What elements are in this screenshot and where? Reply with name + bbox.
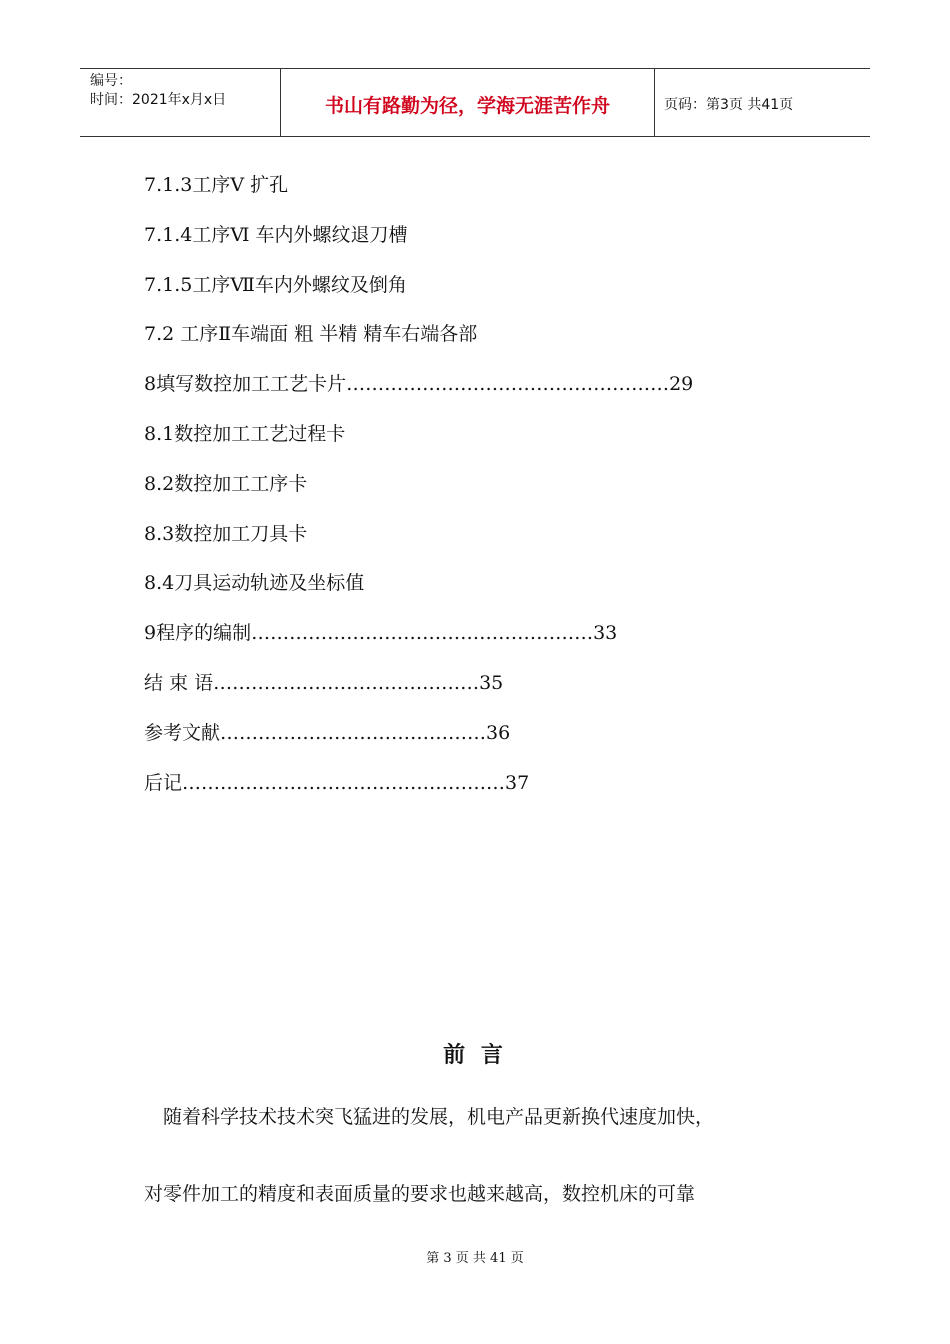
toc-item: 7.1.4工序Ⅵ 车内外螺纹退刀槽 bbox=[144, 223, 408, 246]
toc-item: 8.3数控加工刀具卡 bbox=[144, 522, 308, 545]
header-meta bbox=[80, 69, 281, 136]
toc-item: 9程序的编制………………………………………………33 bbox=[144, 622, 618, 645]
date-label: 时间：2021年x月x日 bbox=[90, 92, 227, 108]
toc-item: 结 束 语……………………………………35 bbox=[144, 671, 504, 694]
toc-item: 参考文献……………………………………36 bbox=[144, 721, 511, 744]
page-header bbox=[80, 68, 870, 137]
paragraph-line: 对零件加工的精度和表面质量的要求也越来越高，数控机床的可靠 bbox=[144, 1183, 696, 1205]
header-page-label: 页码：第3页 共41页 bbox=[664, 96, 794, 113]
toc-item: 7.2 工序Ⅱ车端面 粗 半精 精车右端各部 bbox=[144, 323, 478, 346]
section-heading: 前 言 bbox=[443, 1043, 507, 1068]
toc-item: 8.1数控加工工艺过程卡 bbox=[144, 422, 346, 445]
header-motto: 书山有路勤为径，学海无涯苦作舟 bbox=[281, 69, 655, 136]
page-footer: 第 3 页 共 41 页 bbox=[426, 1251, 524, 1266]
number-label: 编号： bbox=[90, 73, 132, 89]
toc-item: 8.4刀具运动轨迹及坐标值 bbox=[144, 572, 365, 595]
toc-item: 8.2数控加工工序卡 bbox=[144, 472, 308, 495]
table-of-contents bbox=[144, 170, 693, 817]
toc-item: 后记……………………………………………37 bbox=[144, 771, 530, 794]
toc-item: 7.1.3工序Ⅴ 扩孔 bbox=[144, 174, 289, 196]
toc-item: 7.1.5工序Ⅶ车内外螺纹及倒角 bbox=[144, 273, 407, 296]
paragraph-line: 随着科学技术技术突飞猛进的发展，机电产品更新换代速度加快， bbox=[163, 1106, 715, 1128]
toc-item: 8填写数控加工工艺卡片……………………………………………29 bbox=[144, 373, 694, 396]
